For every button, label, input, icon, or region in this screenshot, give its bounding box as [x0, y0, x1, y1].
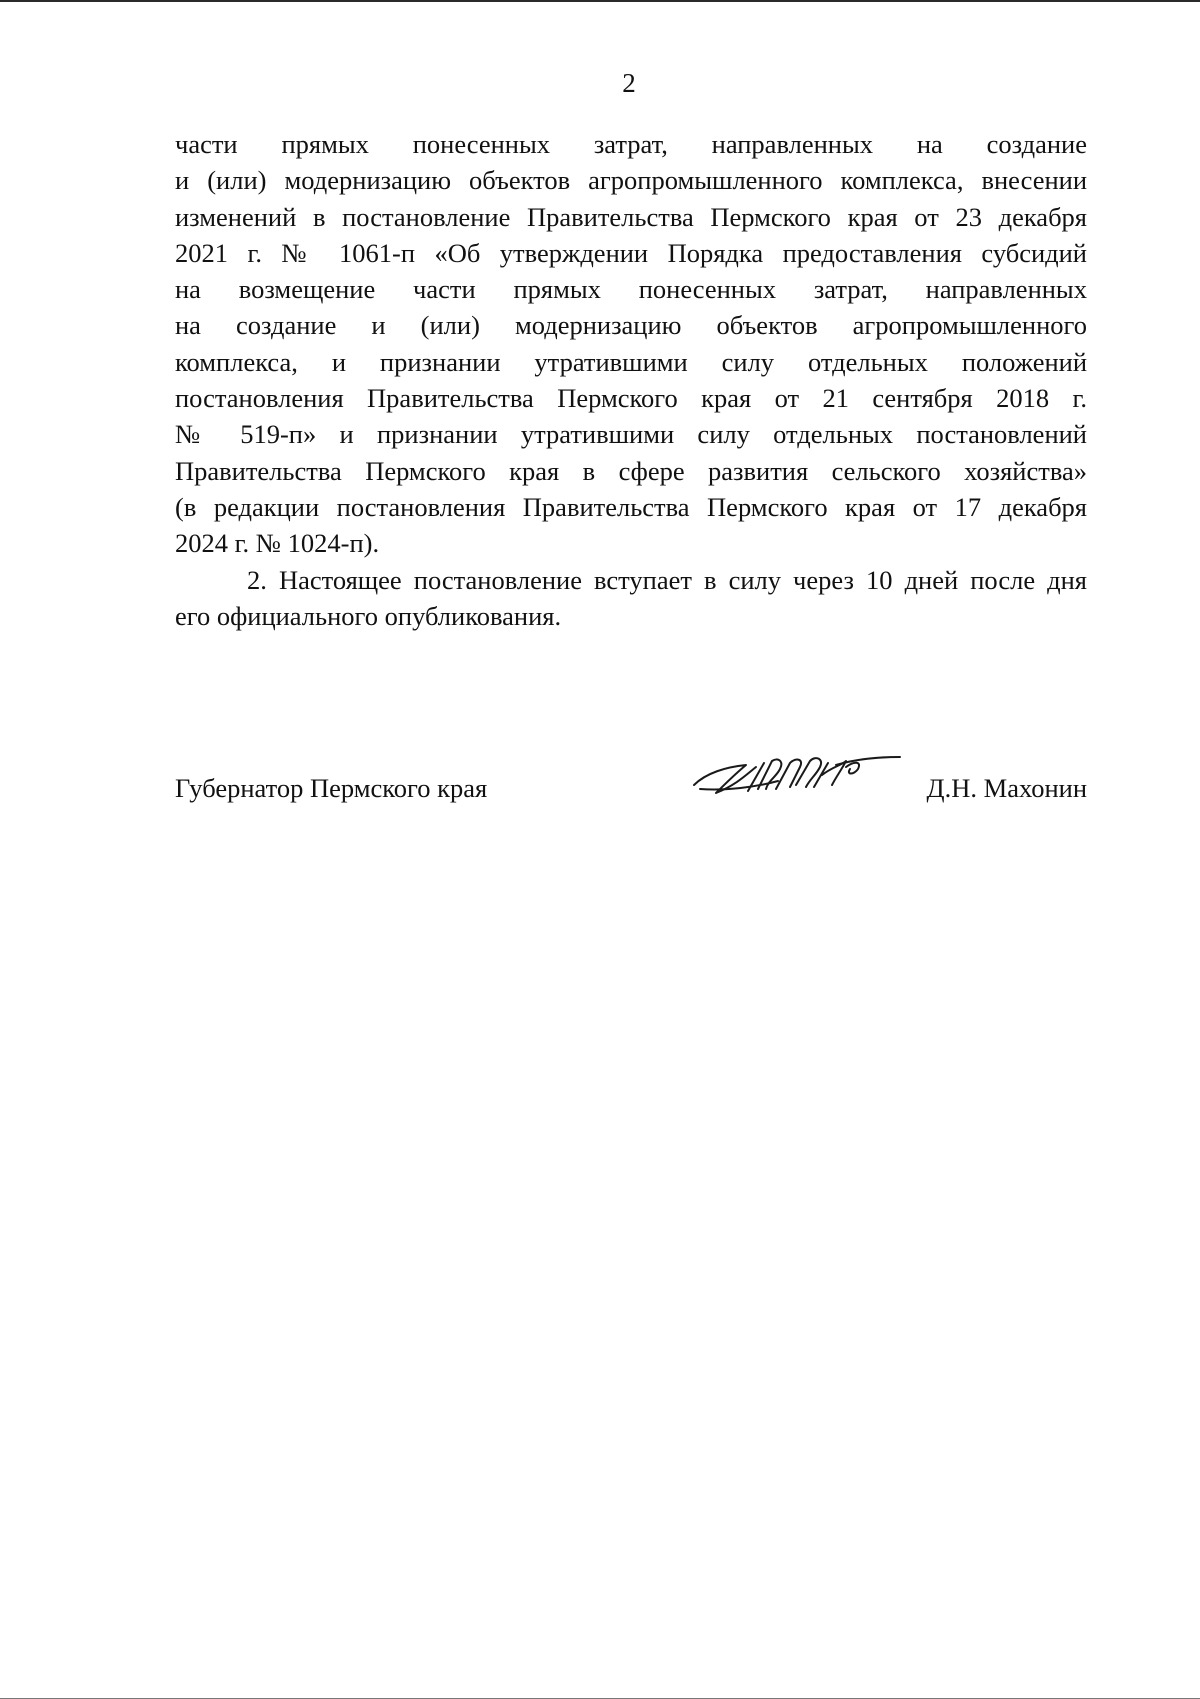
scan-edge-top: [0, 0, 1200, 2]
page-number: 2: [622, 68, 636, 98]
paragraph1-line: на создание и (или) модернизацию объектов агропромышленного: [175, 310, 1087, 341]
signatory-name: Д.Н. Махонин: [926, 773, 1087, 803]
signature-block: [175, 770, 1087, 810]
paragraph2-line: 2. Настоящее постановление вступает в силу через 10 дней после дня: [247, 564, 1087, 595]
paragraph1-line: постановления Правительства Пермского края от 21 сентября 2018 г.: [175, 383, 1087, 414]
paragraph1-line: на возмещение части прямых понесенных затрат, направленных: [175, 274, 1087, 305]
paragraph1-line: изменений в постановление Правительства Пермского края от 23 декабря: [175, 201, 1087, 232]
paragraph1-line: части прямых понесенных затрат, направленных на создание: [175, 129, 1087, 159]
paragraph1-line: Правительства Пермского края в сфере развития сельского хозяйства»: [175, 455, 1087, 486]
paragraph1-line: и (или) модернизацию объектов агропромышленного комплекса, внесении: [175, 165, 1087, 196]
document-body: [175, 126, 1087, 634]
paragraph1-line: 2021 г. № 1061-п «Об утверждении Порядка предоставления субсидий: [175, 237, 1087, 268]
paragraph1-line: (в редакции постановления Правительства Пермского края от 17 декабря: [175, 491, 1087, 522]
paragraph1-line: комплекса, и признании утратившими силу отдельных положений: [175, 346, 1087, 377]
paragraph1-line: 2024 г. № 1024-п).: [175, 528, 380, 559]
paragraph2-line: его официального опубликования.: [175, 600, 562, 631]
signatory-title: Губернатор Пермского края: [175, 773, 488, 803]
paragraph1-line: № 519-п» и признании утратившими силу отдельных постановлений: [175, 419, 1087, 450]
